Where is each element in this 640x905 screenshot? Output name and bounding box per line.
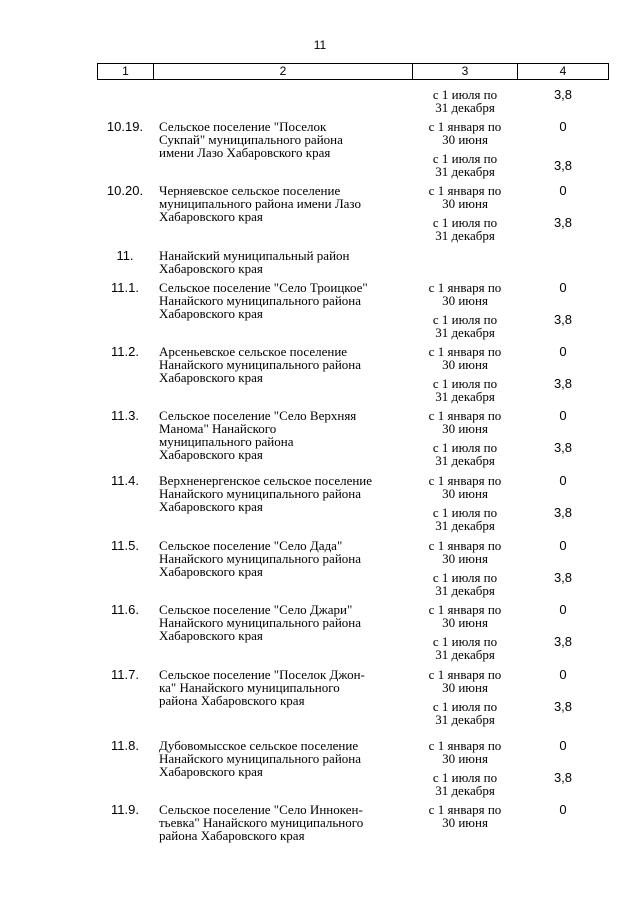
period-cell <box>415 771 515 797</box>
row-number: 11.6. <box>111 602 139 617</box>
period-cell <box>415 668 515 694</box>
row-number: 11.4. <box>111 473 139 488</box>
row-number: 11.1. <box>111 280 139 295</box>
value-cell: 0 <box>559 667 567 682</box>
value-cell: 0 <box>559 538 567 553</box>
name-line: тьевка" Нанайского муниципального <box>159 815 364 830</box>
row-number: 11.7. <box>111 667 139 682</box>
name-line: Хабаровского края <box>159 306 263 321</box>
name-line: ка" Нанайского муниципального <box>159 680 340 695</box>
period-line: 31 декабря <box>435 164 495 179</box>
period-cell <box>415 88 515 114</box>
period-line: с 1 июля по <box>432 312 498 327</box>
name-line: Хабаровского края <box>159 628 263 643</box>
period-line: с 1 июля по <box>432 505 498 520</box>
value-cell: 3,8 <box>553 634 573 649</box>
period-line: с 1 января по <box>428 344 502 359</box>
period-cell <box>415 603 515 629</box>
settlement-name <box>159 539 409 578</box>
period-cell <box>415 506 515 532</box>
value-cell: 0 <box>559 280 567 295</box>
header-col-1: 1 <box>122 64 129 78</box>
period-cell <box>415 571 515 597</box>
name-line: Нанайский муниципальный район <box>159 248 350 263</box>
period-line: с 1 января по <box>428 602 502 617</box>
value-cell: 3,8 <box>553 440 573 455</box>
name-line: Нанайского муниципального района <box>159 615 362 630</box>
district-name <box>159 249 409 275</box>
period-line: 31 декабря <box>435 389 495 404</box>
header-col-2: 2 <box>279 64 287 78</box>
value-cell: 0 <box>559 738 567 753</box>
period-line: 30 июня <box>442 815 488 830</box>
value-cell: 3,8 <box>553 215 573 230</box>
period-line: 30 июня <box>442 680 488 695</box>
name-line: Верхненергенское сельское поселение <box>159 473 373 488</box>
name-line: Нанайского муниципального района <box>159 357 362 372</box>
settlement-name <box>159 345 409 384</box>
value-cell: 3,8 <box>553 87 573 102</box>
name-line: Сельское поселение "Село Верхняя <box>159 408 357 423</box>
settlement-name <box>159 120 409 159</box>
period-cell <box>415 474 515 500</box>
row-number: 11.3. <box>111 408 139 423</box>
value-cell: 0 <box>559 119 567 134</box>
period-line: 30 июня <box>442 421 488 436</box>
settlement-name <box>159 739 409 778</box>
period-cell <box>415 120 515 146</box>
value-cell: 0 <box>559 183 567 198</box>
name-line: Нанайского муниципального района <box>159 486 362 501</box>
value-cell: 3,8 <box>553 376 573 391</box>
name-line: Сельское поселение "Село Дада" <box>159 538 343 553</box>
value-cell: 3,8 <box>553 570 573 585</box>
period-cell <box>415 700 515 726</box>
value-cell: 0 <box>559 802 567 817</box>
name-line: района Хабаровского края <box>159 828 305 843</box>
value-cell: 0 <box>559 473 567 488</box>
name-line: Хабаровского края <box>159 499 263 514</box>
period-cell <box>415 313 515 339</box>
settlement-name <box>159 474 409 513</box>
name-line: Сельское поселение "Село Джари" <box>159 602 353 617</box>
value-cell: 0 <box>559 408 567 423</box>
name-line: Черняевское сельское поселение <box>159 183 341 198</box>
period-line: 31 декабря <box>435 100 495 115</box>
period-line: 31 декабря <box>435 583 495 598</box>
period-cell <box>415 345 515 371</box>
name-line: Дубовомысское сельское поселение <box>159 738 359 753</box>
period-line: с 1 января по <box>428 408 502 423</box>
period-line: 30 июня <box>442 486 488 501</box>
period-line: с 1 июля по <box>432 87 498 102</box>
period-line: с 1 января по <box>428 738 502 753</box>
period-line: с 1 января по <box>428 667 502 682</box>
period-line: с 1 июля по <box>432 699 498 714</box>
name-line: Нанайского муниципального района <box>159 293 362 308</box>
period-line: с 1 января по <box>428 280 502 295</box>
settlement-name <box>159 409 409 461</box>
period-line: с 1 января по <box>428 802 502 817</box>
row-number: 11.9. <box>111 802 139 817</box>
settlement-name <box>159 803 409 842</box>
row-number: 10.19. <box>106 119 144 134</box>
period-line: 31 декабря <box>435 783 495 798</box>
period-line: 31 декабря <box>435 712 495 727</box>
header-col-4: 4 <box>559 64 567 78</box>
period-cell <box>415 739 515 765</box>
value-cell: 3,8 <box>553 158 573 173</box>
period-cell <box>415 377 515 403</box>
name-line: муниципального района имени Лазо <box>159 196 361 211</box>
period-line: 30 июня <box>442 551 488 566</box>
period-cell <box>415 539 515 565</box>
name-line: Хабаровского края <box>159 261 263 276</box>
name-line: Сельское поселение "Поселок <box>159 119 327 134</box>
value-cell: 0 <box>559 602 567 617</box>
name-line: Сельское поселение "Поселок Джон- <box>159 667 365 682</box>
settlement-name <box>159 281 409 320</box>
period-line: 30 июня <box>442 196 488 211</box>
row-number: 11.8. <box>111 738 139 753</box>
header-col-3: 3 <box>461 64 469 78</box>
period-line: 31 декабря <box>435 518 495 533</box>
page-number: 11 <box>313 38 327 52</box>
value-cell: 3,8 <box>553 312 573 327</box>
period-cell <box>415 803 515 829</box>
value-cell: 3,8 <box>553 699 573 714</box>
period-line: с 1 июля по <box>432 376 498 391</box>
period-line: 30 июня <box>442 751 488 766</box>
settlement-name <box>159 668 409 707</box>
row-number: 11.5. <box>111 538 139 553</box>
settlement-name <box>159 603 409 642</box>
value-cell: 0 <box>559 344 567 359</box>
period-line: 30 июня <box>442 293 488 308</box>
name-line: Сельское поселение "Село Иннокен- <box>159 802 363 817</box>
name-line: Сельское поселение "Село Троицкое" <box>159 280 368 295</box>
value-cell: 3,8 <box>553 770 573 785</box>
row-number: 10.20. <box>106 183 144 198</box>
period-line: с 1 января по <box>428 473 502 488</box>
period-line: с 1 января по <box>428 538 502 553</box>
period-line: с 1 июля по <box>432 440 498 455</box>
period-line: 31 декабря <box>435 647 495 662</box>
period-line: с 1 июля по <box>432 215 498 230</box>
name-line: Нанайского муниципального района <box>159 751 362 766</box>
period-cell <box>415 216 515 242</box>
period-line: 30 июня <box>442 357 488 372</box>
name-line: Манома" Нанайского <box>159 421 277 436</box>
period-line: 30 июня <box>442 615 488 630</box>
name-line: муниципального района <box>159 434 294 449</box>
value-cell: 3,8 <box>553 505 573 520</box>
period-line: с 1 января по <box>428 119 502 134</box>
period-line: с 1 июля по <box>432 570 498 585</box>
settlement-name <box>159 184 409 223</box>
name-line: Арсеньевское сельское поселение <box>159 344 348 359</box>
name-line: района Хабаровского края <box>159 693 305 708</box>
period-cell <box>415 152 515 178</box>
period-line: 31 декабря <box>435 325 495 340</box>
period-line: с 1 июля по <box>432 634 498 649</box>
row-number: 11.2. <box>111 344 139 359</box>
row-number: 11. <box>116 248 134 263</box>
name-line: имени Лазо Хабаровского края <box>159 145 331 160</box>
table-header <box>97 63 609 80</box>
period-cell <box>415 184 515 210</box>
period-cell <box>415 635 515 661</box>
name-line: Хабаровского края <box>159 209 263 224</box>
period-cell <box>415 441 515 467</box>
period-line: 31 декабря <box>435 453 495 468</box>
period-line: с 1 июля по <box>432 770 498 785</box>
name-line: Хабаровского края <box>159 447 263 462</box>
name-line: Сукпай" муниципального района <box>159 132 343 147</box>
name-line: Хабаровского края <box>159 764 263 779</box>
period-cell <box>415 409 515 435</box>
period-line: 30 июня <box>442 132 488 147</box>
period-line: с 1 июля по <box>432 151 498 166</box>
period-cell <box>415 281 515 307</box>
name-line: Хабаровского края <box>159 564 263 579</box>
name-line: Нанайского муниципального района <box>159 551 362 566</box>
name-line: Хабаровского края <box>159 370 263 385</box>
period-line: 31 декабря <box>435 228 495 243</box>
period-line: с 1 января по <box>428 183 502 198</box>
